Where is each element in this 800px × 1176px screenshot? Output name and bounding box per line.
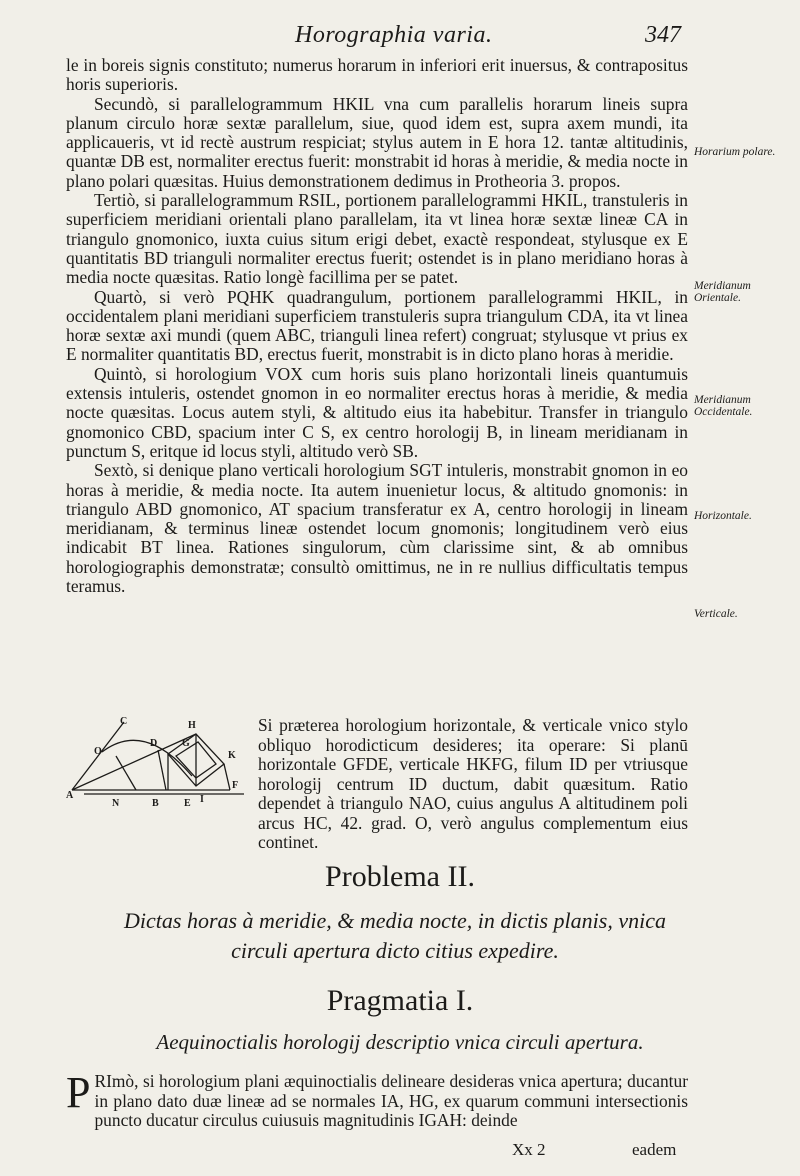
figure-label: B — [152, 798, 159, 809]
paragraph-quarto: Quartò, si verò PQHK quadrangulum, portionem parallelogrammi HKIL, in occidentalem plani meridiani superficiem transtuleris supra triangulum CDA, ita vt linea horæ sextæ axi mundi (quem ABC, trianguli linea refert) congruat; stylusque vt prius ex E normaliter quantitatis BD, erectus fuerit, monstrabit is in dicto plano horas à meridie. — [66, 286, 688, 365]
figure-label: I — [200, 794, 204, 805]
margin-note-meridianum-orientale: Meridianum Orientale. — [694, 280, 751, 304]
figure-label: O — [94, 746, 102, 757]
figure-block — [66, 715, 688, 852]
main-text — [66, 56, 688, 596]
signature-mark: Xx 2 — [512, 1140, 546, 1159]
figure-paragraph — [258, 716, 688, 853]
margin-note-horizontale: Horizontale. — [694, 510, 752, 522]
paragraph-secundo: Secundò, si parallelogrammum HKIL vna cum parallelis horarum lineis supra planum circulo horæ sextæ parallelum, siue, quod idem est, supra axem mundi, ita applicaueris, vt id rectè austrum respiciat; stylus autem in E hora 12. tantæ altitudinis, quantæ DB est, normaliter erectus fuerit: monstrabit id horas à meridie, & media nocte in plano polari quæsitas. Huius demonstrationem dedimus in Protheoria 3. propos. — [66, 93, 688, 191]
page-number: 347 — [645, 22, 681, 48]
paragraph-quinto: Quintò, si horologium VOX cum horis suis plano horizontali lineis quantumuis extensis intuleris, ostendet gnomon in eo normaliter erectus horas à meridie, & media nocte quæsitas. Locus autem styli, & altitudo eius ita habebitur. Transfer in triangulo gnomonico CBD, spacium inter C S, ex centro horologij B, in lineam meridianam in punctum S, eritque id locus styli, altitudo verò SB. — [66, 363, 688, 461]
figure-label: C — [120, 716, 128, 727]
margin-note-polare: Horarium polare. — [694, 146, 776, 158]
problem-subtitle: Dictas horas à meridie, & media nocte, in dictis planis, vnica circuli apertura dicto citius expedire. — [124, 908, 666, 963]
pragmatia-paragraph — [66, 1068, 688, 1131]
running-title: Horographia varia. — [295, 22, 493, 48]
sundial-diagram — [66, 716, 256, 812]
pragmatia-text: RImò, si horologium plani æquinoctialis delineare desideras vnica apertura; ducantur in plano dato duæ lineæ ad se normales IA, HG, ex quarum communi intersectionis puncto ducatur circulus cuiusuis magnitudinis IGAH: deinde — [94, 1071, 688, 1130]
problem-heading: Problema II. — [325, 860, 475, 893]
figure-label: H — [188, 720, 196, 731]
figure-label: G — [182, 738, 190, 749]
figure-label: A — [66, 790, 74, 801]
pragmatia-subtitle: Aequinoctialis horologij descriptio vnica circuli apertura. — [156, 1030, 644, 1054]
page-header — [0, 18, 800, 50]
figure-label: N — [112, 798, 120, 809]
paragraph-sexto: Sextò, si denique plano verticali horologium SGT intuleris, monstrabit gnomon in eo horas à meridie, & media nocte. Ita autem inuenietur locus, & altitudo gnomonis: in triangulo ABD gnomonico, AT spacium transferatur ex A, centro horologij in lineam meridianam, & terminus lineæ ostendet locum gnomonis; longitudinem verò eius indicabit BT linea. Rationes singulorum, cùm clarissime sint, & ab omnibus horologiographis demonstratæ; consultò omittimus, ne in re nullius difficultatis tempus teramus. — [66, 460, 688, 597]
margin-note-meridianum-occidentale: Meridianum Occidentale. — [694, 394, 753, 418]
figure-paragraph-text: Si præterea horologium horizontale, & verticale vnico stylo obliquo horodicticum desideres; ita operare: Si planū horizontale GFDE, verticale HKFG, filum ID per vtriusque horologij centrum ID ductum, dabit quæsitum. Ratio dependet à triangulo NAO, cuius angulus A altitudinem poli arcus HC, 42. grad. O, verò angulus complementum eius continet. — [258, 715, 688, 852]
figure-label: D — [150, 738, 158, 749]
paragraph-tertio: Tertiò, si parallelogrammum RSIL, portionem parallelogrammi HKIL, transtuleris in superficiem meridiani orientali plano parallelam, ita vt linea horæ sextæ lineæ CA in triangulo gnomonico, iuxta cuius situm erigi debet, exactè respondeat, stylusque ex E quantitatis BD trianguli normaliter erectus fuerit; ostendet is in plano meridiano horas à media nocte quæsitas. Ratio longè facillima per se patet. — [66, 190, 688, 288]
catchword: eadem — [632, 1140, 677, 1159]
figure-label: F — [232, 780, 239, 791]
margin-note-verticale: Verticale. — [694, 608, 738, 620]
figure-label: E — [184, 798, 191, 809]
page-footer — [0, 1140, 800, 1164]
figure-label: K — [228, 750, 236, 761]
drop-capital: P — [66, 1068, 91, 1117]
paragraph-continued: le in boreis signis constituto; numerus horarum in inferiori erit inuersus, & contrapositus horis superioris. — [66, 55, 688, 95]
pragmatia-heading: Pragmatia I. — [326, 984, 474, 1017]
